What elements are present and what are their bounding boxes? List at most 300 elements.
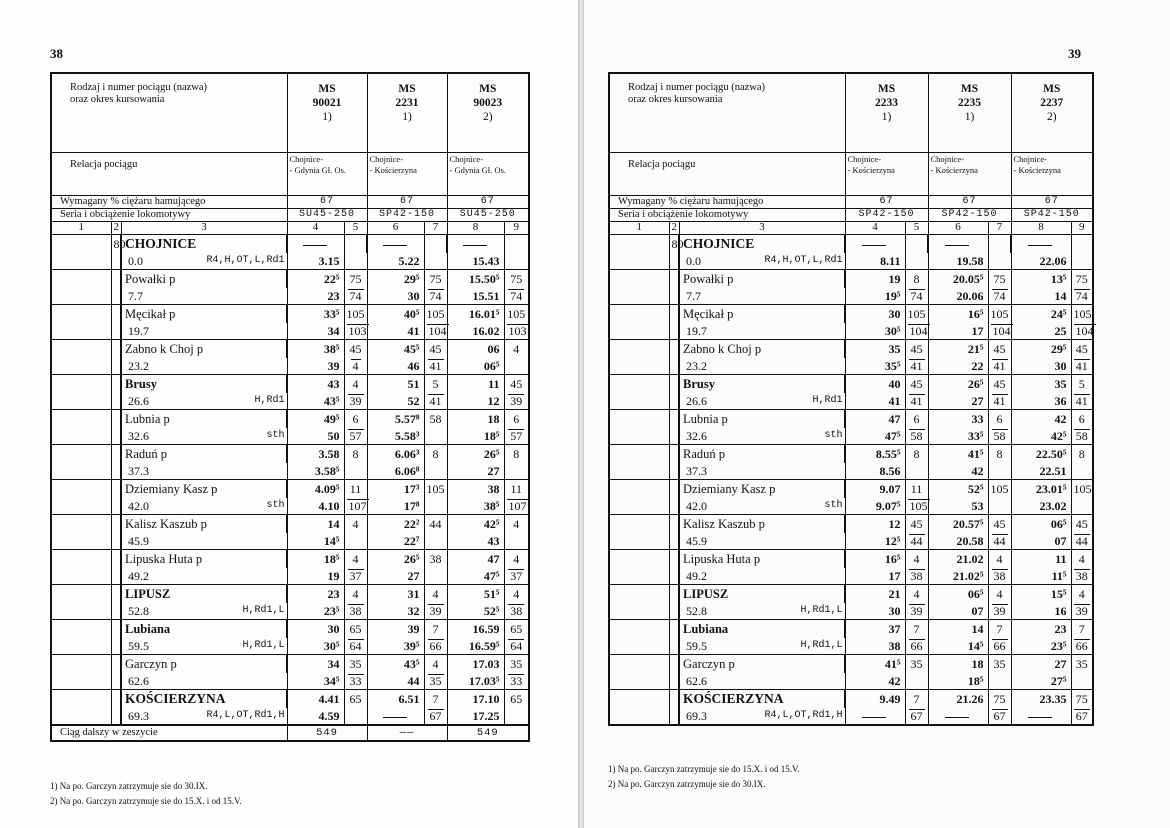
departure-time: 6.06³ — [367, 445, 424, 464]
speed-value: 7 — [905, 620, 928, 639]
station-code: H,Rd1,L — [800, 605, 843, 616]
speed-value: 11 — [344, 480, 367, 499]
station-row-km — [51, 393, 529, 410]
speed-value — [905, 673, 928, 690]
speed-value: 6 — [504, 410, 529, 429]
braking-value: 67 — [287, 196, 367, 209]
departure-time: 18 — [447, 410, 504, 429]
speed-value — [504, 253, 529, 270]
departure-time: 18 — [928, 655, 988, 674]
departure-time: 8.55⁵ — [845, 445, 905, 464]
arrival-time: 32 — [367, 603, 424, 620]
column-number: 2 — [669, 222, 679, 235]
speed-value: 4 — [1071, 585, 1093, 604]
speed-value — [424, 568, 447, 585]
departure-time: 23 — [1011, 620, 1071, 639]
speed-value: 58 — [988, 428, 1011, 445]
arrival-time: 47⁵ — [447, 568, 504, 585]
speed-value: 4 — [424, 585, 447, 604]
timetable-right — [608, 72, 1094, 726]
station-row-km — [51, 603, 529, 620]
departure-time: 29⁵ — [367, 270, 424, 289]
station-km: 45.9 — [128, 534, 149, 548]
station-row — [51, 515, 529, 534]
arrival-time: 9.07⁵ — [845, 498, 905, 515]
departure-time: 51 — [367, 375, 424, 394]
station-row — [51, 690, 529, 709]
speed-value: 4 — [905, 550, 928, 569]
speed-value: 75 — [424, 270, 447, 289]
departure-time: 9.49 — [845, 690, 905, 709]
station-km: 19.7 — [686, 324, 707, 338]
station-row — [51, 550, 529, 569]
arrival-time: 39⁵ — [367, 638, 424, 655]
braking-label: Wymagany % ciężaru hamującego — [51, 196, 287, 209]
line-number: 80 — [669, 235, 679, 254]
arrival-time: 8.11 — [845, 253, 905, 270]
speed-value: 39 — [1071, 603, 1093, 620]
departure-time: 21.02 — [928, 550, 988, 569]
continuation-row — [51, 725, 529, 741]
speed-value: 45 — [988, 340, 1011, 359]
arrival-time: 33⁵ — [928, 428, 988, 445]
speed-value: 104 — [988, 323, 1011, 340]
station-km: 69.3 — [128, 709, 149, 723]
station-name: KOŚCIERZYNA — [121, 690, 287, 709]
arrival-time: 38⁵ — [447, 498, 504, 515]
speed-value: 65 — [344, 690, 367, 709]
station-name: CHOJNICE — [679, 235, 845, 254]
speed-value: 4 — [1071, 550, 1093, 569]
speed-value — [1071, 498, 1093, 515]
departure-time: 33 — [928, 410, 988, 429]
speed-value: 74 — [905, 288, 928, 305]
arrival-time: 22 — [928, 358, 988, 375]
departure-time: 35 — [1011, 375, 1071, 394]
station-km: 23.2 — [686, 359, 707, 373]
station-row — [609, 375, 1093, 394]
station-row-km — [609, 358, 1093, 375]
departure-time: 29⁵ — [1011, 340, 1071, 359]
timetable-left — [50, 72, 530, 742]
speed-value: 57 — [344, 428, 367, 445]
speed-value: 74 — [988, 288, 1011, 305]
arrival-time: 42 — [845, 673, 905, 690]
no-stop-dash — [845, 235, 905, 254]
departure-time: 3.58 — [287, 445, 344, 464]
speed-value: 6 — [988, 410, 1011, 429]
speed-value: 75 — [504, 270, 529, 289]
footer-value: 549 — [287, 725, 367, 741]
speed-value: 41 — [424, 393, 447, 410]
column-number: 1 — [609, 222, 669, 235]
departure-time: 14 — [928, 620, 988, 639]
station-km: 23.2 — [128, 359, 149, 373]
speed-value: 105 — [1071, 480, 1093, 499]
departure-time: 21 — [845, 585, 905, 604]
speed-value: 4 — [344, 515, 367, 534]
station-row-km — [51, 358, 529, 375]
arrival-time: 42 — [928, 463, 988, 480]
speed-value: 8 — [344, 445, 367, 464]
arrival-time: 19.58 — [928, 253, 988, 270]
speed-value: 8 — [424, 445, 447, 464]
speed-value: 58 — [424, 410, 447, 429]
arrival-time: 16.59⁵ — [447, 638, 504, 655]
station-row-km — [51, 463, 529, 480]
arrival-time: 41 — [367, 323, 424, 340]
speed-value: 105 — [424, 480, 447, 499]
departure-time: 16.59 — [447, 620, 504, 639]
speed-value: 66 — [988, 638, 1011, 655]
departure-time: 22⁵ — [287, 270, 344, 289]
speed-value — [905, 253, 928, 270]
speed-value: 38 — [988, 568, 1011, 585]
speed-value: 44 — [1071, 533, 1093, 550]
station-code: R4,L,OT,Rd1,H — [764, 710, 843, 721]
no-stop-dash — [287, 235, 344, 254]
station-km: 49.2 — [686, 569, 707, 583]
braking-value: 67 — [367, 196, 447, 209]
speed-value: 33 — [504, 673, 529, 690]
speed-value — [504, 708, 529, 725]
no-stop-dash — [1011, 708, 1071, 725]
station-name: CHOJNICE — [121, 235, 287, 254]
column-number: 8 — [447, 222, 504, 235]
station-km: 37.3 — [128, 464, 149, 478]
departure-time: 38⁵ — [287, 340, 344, 359]
departure-time: 14 — [287, 515, 344, 534]
station-name: Garczyn p — [121, 655, 287, 674]
station-name: Lubnia p — [679, 410, 845, 429]
arrival-time: 30⁵ — [287, 638, 344, 655]
speed-value: 105 — [988, 305, 1011, 324]
speed-value: 105 — [344, 305, 367, 324]
speed-value: 45 — [905, 340, 928, 359]
speed-value: 107 — [504, 498, 529, 515]
station-row — [609, 340, 1093, 359]
departure-time: 31 — [367, 585, 424, 604]
station-row — [51, 340, 529, 359]
departure-time: 49⁵ — [287, 410, 344, 429]
speed-value: 39 — [344, 393, 367, 410]
speed-value — [344, 533, 367, 550]
arrival-time: 27 — [928, 393, 988, 410]
speed-value: 5 — [424, 375, 447, 394]
station-row-km — [51, 533, 529, 550]
station-code: H,Rd1,L — [242, 605, 285, 616]
arrival-time: 22.06 — [1011, 253, 1071, 270]
speed-value — [424, 498, 447, 515]
arrival-time: 19 — [287, 568, 344, 585]
station-name: Raduń p — [679, 445, 845, 464]
arrival-time: 14⁵ — [287, 533, 344, 550]
speed-value: 4 — [344, 358, 367, 375]
speed-value — [424, 533, 447, 550]
speed-value: 8 — [504, 445, 529, 464]
departure-time: 4.41 — [287, 690, 344, 709]
footer-value: 549 — [447, 725, 529, 741]
arrival-time: 35⁵ — [845, 358, 905, 375]
arrival-time: 27 — [447, 463, 504, 480]
speed-value: 4 — [344, 375, 367, 394]
speed-value: 41 — [988, 393, 1011, 410]
speed-value: 38 — [905, 568, 928, 585]
station-km: 42.0 — [686, 499, 707, 513]
speed-value — [424, 428, 447, 445]
speed-value: 45 — [905, 375, 928, 394]
station-name: Powałki p — [121, 270, 287, 289]
column-number: 8 — [1011, 222, 1071, 235]
departure-time: 30 — [845, 305, 905, 324]
column-number: 9 — [504, 222, 529, 235]
speed-value — [504, 235, 529, 254]
station-name: Męcikał p — [121, 305, 287, 324]
station-code: H,Rd1 — [812, 395, 843, 406]
arrival-time: 16 — [1011, 603, 1071, 620]
speed-value: 4 — [344, 585, 367, 604]
speed-value: 7 — [424, 620, 447, 639]
departure-time: 20.57⁵ — [928, 515, 988, 534]
departure-time: 45⁵ — [367, 340, 424, 359]
station-row-km — [609, 673, 1093, 690]
speed-value: 66 — [905, 638, 928, 655]
arrival-time: 43⁵ — [287, 393, 344, 410]
speed-value — [424, 235, 447, 254]
departure-time: 51⁵ — [447, 585, 504, 604]
speed-value: 75 — [344, 270, 367, 289]
arrival-time: 3.15 — [287, 253, 344, 270]
braking-value: 67 — [845, 196, 928, 209]
station-row-km — [51, 568, 529, 585]
speed-value: 35 — [1071, 655, 1093, 674]
station-name: Kalisz Kaszub p — [679, 515, 845, 534]
train-relation: Chojnice- - Gdynia Gł. Os. — [447, 153, 529, 196]
station-row-km — [51, 253, 529, 270]
station-name: Lipuska Huta p — [121, 550, 287, 569]
station-row-km — [609, 288, 1093, 305]
speed-value: 4 — [344, 550, 367, 569]
departure-time: 11 — [1011, 550, 1071, 569]
speed-value: 105 — [905, 305, 928, 324]
station-name: Lubnia p — [121, 410, 287, 429]
series-value: SP42-150 — [928, 209, 1011, 222]
station-row — [609, 690, 1093, 709]
speed-value: 64 — [504, 638, 529, 655]
arrival-time: 47⁵ — [845, 428, 905, 445]
station-name: Lubiana — [121, 620, 287, 639]
arrival-time: 6.06⁸ — [367, 463, 424, 480]
station-row-km — [51, 498, 529, 515]
station-km: 49.2 — [128, 569, 149, 583]
speed-value: 74 — [1071, 288, 1093, 305]
speed-value: 4 — [988, 550, 1011, 569]
arrival-time: 4.10 — [287, 498, 344, 515]
departure-time: 15.50⁵ — [447, 270, 504, 289]
arrival-time: 20.06 — [928, 288, 988, 305]
speed-value: 105 — [424, 305, 447, 324]
header-title: Rodzaj i numer pociągu (nazwa) oraz okres kursowania — [609, 73, 845, 153]
train-header: MS 2231 1) — [367, 73, 447, 153]
speed-value — [504, 533, 529, 550]
departure-time: 52⁵ — [928, 480, 988, 499]
footnotes-right — [608, 762, 800, 792]
station-row — [51, 410, 529, 429]
speed-value: 58 — [1071, 428, 1093, 445]
station-row-km — [51, 428, 529, 445]
arrival-time: 30 — [367, 288, 424, 305]
column-number: 6 — [367, 222, 424, 235]
departure-time: 5.57⁸ — [367, 410, 424, 429]
speed-value: 39 — [905, 603, 928, 620]
speed-value: 44 — [905, 533, 928, 550]
departure-time: 22.50⁵ — [1011, 445, 1071, 464]
series-value: SP42-150 — [1011, 209, 1093, 222]
no-stop-dash — [447, 235, 504, 254]
departure-time: 23 — [287, 585, 344, 604]
arrival-time: 17.03⁵ — [447, 673, 504, 690]
train-relation: Chojnice- - Gdynia Gł. Os. — [287, 153, 367, 196]
series-value: SP42-150 — [845, 209, 928, 222]
train-relation: Chojnice- - Kościerzyna — [367, 153, 447, 196]
departure-time: 13⁵ — [1011, 270, 1071, 289]
speed-value: 8 — [905, 445, 928, 464]
departure-time: 30 — [287, 620, 344, 639]
speed-value: 103 — [504, 323, 529, 340]
departure-time: 21⁵ — [928, 340, 988, 359]
speed-value — [344, 463, 367, 480]
station-code: H,Rd1 — [254, 395, 285, 406]
station-name: Brusy — [679, 375, 845, 394]
station-code: R4,H,OT,L,Rd1 — [764, 255, 843, 266]
train-header: MS 2235 1) — [928, 73, 1011, 153]
station-km: 32.6 — [686, 429, 707, 443]
train-header: MS 90021 1) — [287, 73, 367, 153]
station-row-km — [51, 288, 529, 305]
arrival-time: 27⁵ — [1011, 673, 1071, 690]
station-row — [609, 445, 1093, 464]
station-km: 62.6 — [686, 674, 707, 688]
speed-value: 45 — [344, 340, 367, 359]
speed-value — [988, 498, 1011, 515]
speed-value: 105 — [905, 498, 928, 515]
arrival-time: 23.02 — [1011, 498, 1071, 515]
speed-value: 75 — [1071, 690, 1093, 709]
arrival-time: 11⁵ — [1011, 568, 1071, 585]
arrival-time: 5.22 — [367, 253, 424, 270]
column-number: 7 — [988, 222, 1011, 235]
departure-time: 41⁵ — [928, 445, 988, 464]
speed-value: 6 — [1071, 410, 1093, 429]
station-name: LIPUSZ — [679, 585, 845, 604]
station-name: Lipuska Huta p — [679, 550, 845, 569]
arrival-time: 22⁷ — [367, 533, 424, 550]
left-page — [0, 0, 578, 828]
arrival-time: 22.51 — [1011, 463, 1071, 480]
arrival-time: 12 — [447, 393, 504, 410]
station-name: Zabno k Choj p — [121, 340, 287, 359]
column-number: 2 — [111, 222, 121, 235]
station-row-km — [609, 498, 1093, 515]
arrival-time: 53 — [928, 498, 988, 515]
arrival-time: 41 — [845, 393, 905, 410]
speed-value — [988, 253, 1011, 270]
arrival-time: 23⁵ — [1011, 638, 1071, 655]
station-row — [609, 305, 1093, 324]
station-name: Męcikał p — [679, 305, 845, 324]
speed-value: 37 — [344, 568, 367, 585]
station-code: sth — [266, 500, 285, 511]
series-value: SU45-250 — [287, 209, 367, 222]
arrival-time: 18⁵ — [447, 428, 504, 445]
speed-value: 4 — [504, 515, 529, 534]
departure-time: 20.05⁵ — [928, 270, 988, 289]
speed-value: 6 — [905, 410, 928, 429]
speed-value — [424, 253, 447, 270]
speed-value: 4 — [504, 550, 529, 569]
train-header: MS 2233 1) — [845, 73, 928, 153]
speed-value: 4 — [504, 340, 529, 359]
speed-value: 107 — [344, 498, 367, 515]
column-number: 4 — [287, 222, 344, 235]
speed-value: 75 — [988, 690, 1011, 709]
header-title: Rodzaj i numer pociągu (nazwa) oraz okres kursowania — [51, 73, 287, 153]
station-row — [51, 620, 529, 639]
speed-value: 105 — [504, 305, 529, 324]
arrival-time: 50 — [287, 428, 344, 445]
arrival-time: 17.25 — [447, 708, 504, 725]
departure-time: 6.51 — [367, 690, 424, 709]
speed-value: 75 — [988, 270, 1011, 289]
no-stop-dash — [367, 708, 424, 725]
arrival-time: 18⁵ — [928, 673, 988, 690]
station-km: 7.7 — [128, 289, 143, 303]
arrival-time: 36 — [1011, 393, 1071, 410]
departure-time: 16.01⁵ — [447, 305, 504, 324]
no-stop-dash — [845, 708, 905, 725]
speed-value: 45 — [905, 515, 928, 534]
station-row — [51, 585, 529, 604]
speed-value: 104 — [905, 323, 928, 340]
arrival-time: 42⁵ — [1011, 428, 1071, 445]
station-row-km — [609, 463, 1093, 480]
station-km: 37.3 — [686, 464, 707, 478]
series-value: SP42-150 — [367, 209, 447, 222]
departure-time: 15⁵ — [1011, 585, 1071, 604]
speed-value: 11 — [504, 480, 529, 499]
speed-value: 38 — [424, 550, 447, 569]
departure-time: 23.01⁵ — [1011, 480, 1071, 499]
series-label: Seria i obciążenie lokomotywy — [609, 209, 845, 222]
speed-value: 67 — [1071, 708, 1093, 725]
speed-value: 66 — [1071, 638, 1093, 655]
no-stop-dash — [367, 235, 424, 254]
column-number: 5 — [344, 222, 367, 235]
departure-time: 24⁵ — [1011, 305, 1071, 324]
departure-time: 17.03 — [447, 655, 504, 674]
station-name: Raduń p — [121, 445, 287, 464]
arrival-time: 3.58⁵ — [287, 463, 344, 480]
speed-value — [344, 708, 367, 725]
departure-time: 42 — [1011, 410, 1071, 429]
departure-time: 35 — [845, 340, 905, 359]
departure-time: 33⁵ — [287, 305, 344, 324]
arrival-time: 30⁵ — [845, 323, 905, 340]
speed-value: 44 — [988, 533, 1011, 550]
station-name: Garczyn p — [679, 655, 845, 674]
speed-value: 67 — [905, 708, 928, 725]
speed-value: 41 — [905, 358, 928, 375]
